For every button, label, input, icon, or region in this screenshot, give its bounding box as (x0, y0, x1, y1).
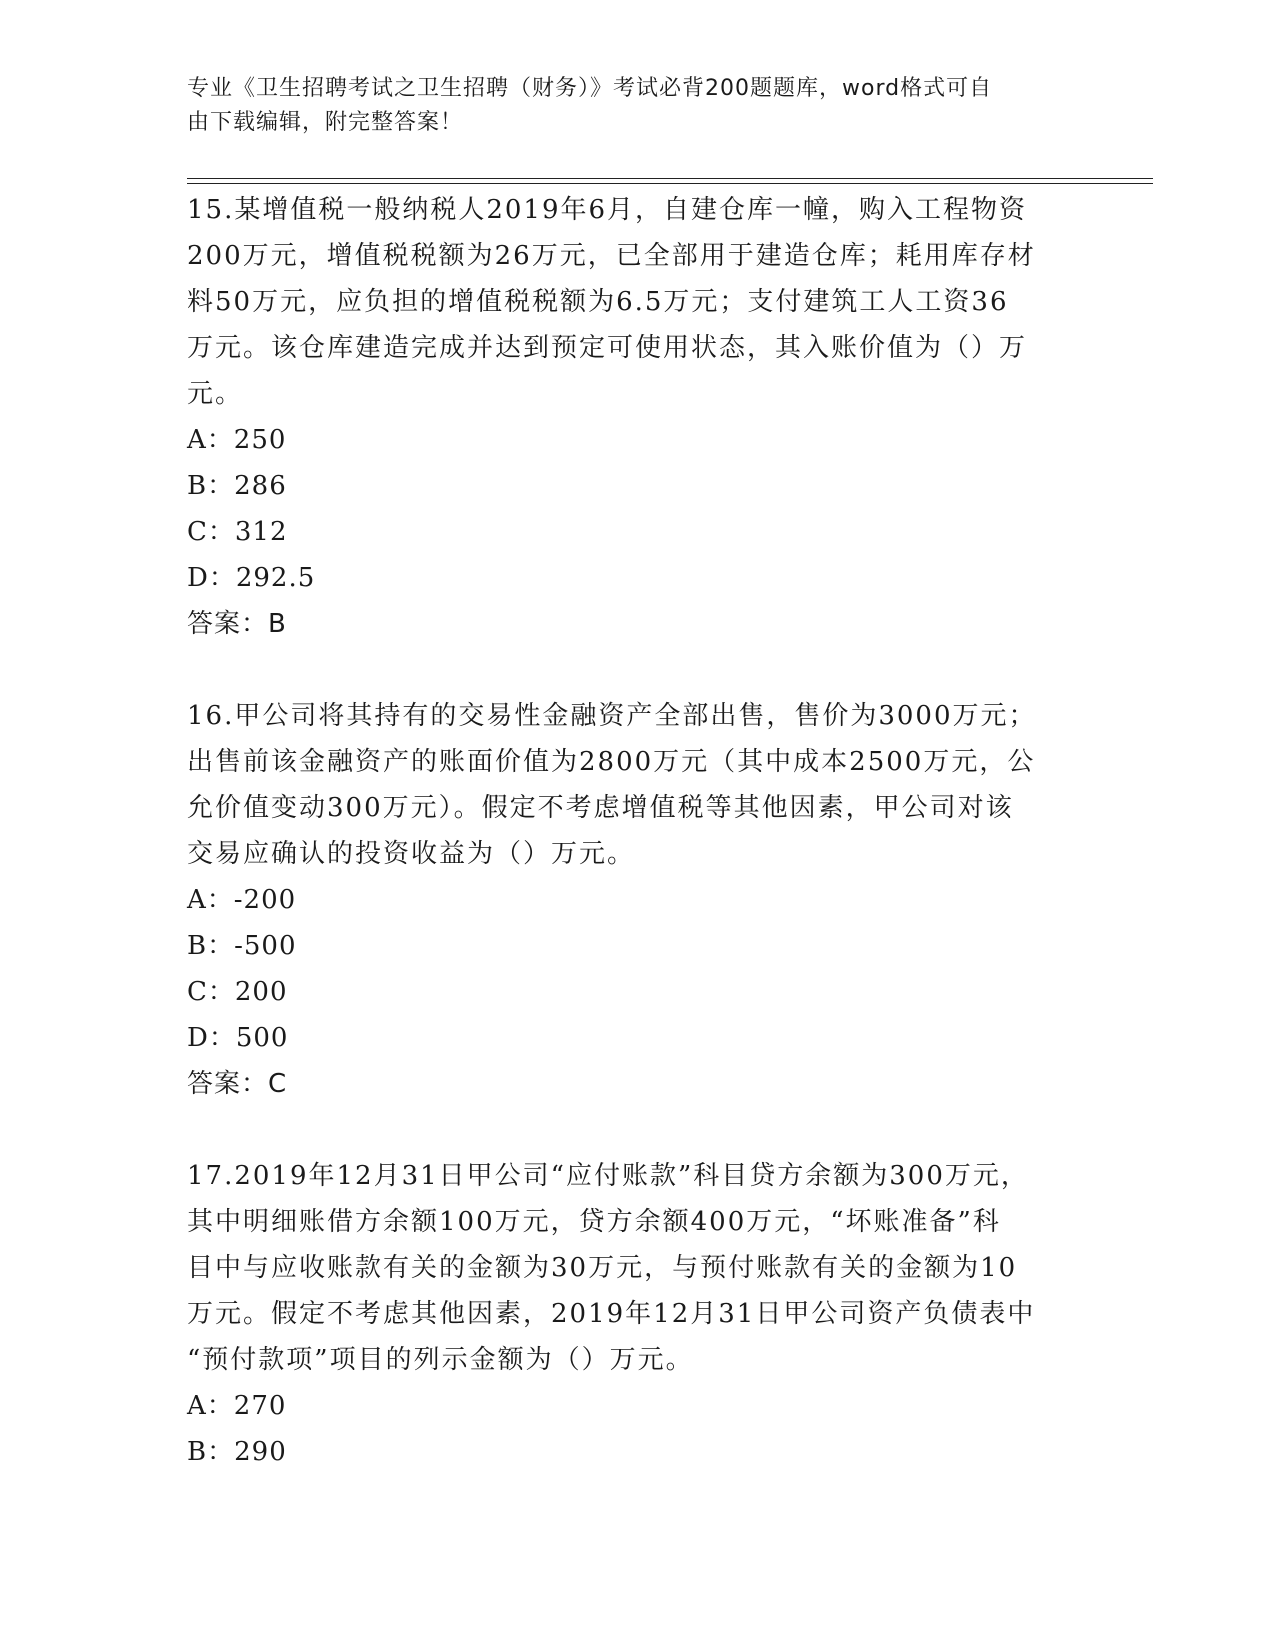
header-line-1: 专业《卫生招聘考试之卫生招聘（财务）》考试必背200题题库，word格式可自 (187, 76, 993, 101)
question-stem-line: 万元。该仓库建造完成并达到预定可使用状态，其入账价值为（）万 (187, 333, 1028, 363)
question-16 (187, 693, 1067, 1107)
option-b: B：286 (187, 471, 287, 501)
option-a: A：250 (187, 425, 287, 455)
option-d: D：500 (187, 1023, 289, 1053)
question-stem-line: 元。 (187, 379, 244, 409)
question-stem-line: 允价值变动300万元）。假定不考虑增值税等其他因素，甲公司对该 (187, 793, 1014, 823)
question-stem-line: 15.某增值税一般纳税人2019年6月，自建仓库一幢，购入工程物资 (187, 195, 1028, 225)
document-header (187, 72, 1067, 140)
option-c: C：312 (187, 517, 288, 547)
header-line-2: 由下载编辑，附完整答案！ (187, 110, 464, 135)
option-b: B：290 (187, 1437, 287, 1467)
question-15 (187, 187, 1067, 647)
answer-line: 答案：C (187, 1069, 288, 1099)
option-a: A：-200 (187, 885, 297, 915)
option-a: A：270 (187, 1391, 287, 1421)
question-list (187, 187, 1067, 1521)
question-stem-line: 其中明细账借方余额100万元，贷方余额400万元，“坏账准备”科 (187, 1207, 1001, 1237)
option-b: B：-500 (187, 931, 297, 961)
option-d: D：292.5 (187, 563, 316, 593)
question-stem-line: 交易应确认的投资收益为（）万元。 (187, 839, 636, 869)
question-17 (187, 1153, 1067, 1475)
question-stem-line: 17.2019年12月31日甲公司“应付账款”科目贷方余额为300万元， (187, 1161, 1029, 1191)
header-divider-top (187, 178, 1153, 179)
question-stem-line: “预付款项”项目的列示金额为（）万元。 (187, 1345, 694, 1375)
question-stem-line: 目中与应收账款有关的金额为30万元，与预付账款有关的金额为10 (187, 1253, 1018, 1283)
answer-line: 答案：B (187, 609, 287, 639)
question-stem-line: 万元。假定不考虑其他因素，2019年12月31日甲公司资产负债表中 (187, 1299, 1036, 1329)
question-stem-line: 出售前该金融资产的账面价值为2800万元（其中成本2500万元，公 (187, 747, 1036, 777)
question-stem-line: 16.甲公司将其持有的交易性金融资产全部出售，售价为3000万元； (187, 701, 1037, 731)
question-stem-line: 200万元，增值税税额为26万元，已全部用于建造仓库；耗用库存材 (187, 241, 1036, 271)
option-c: C：200 (187, 977, 288, 1007)
header-divider-bottom (187, 183, 1153, 184)
question-stem-line: 料50万元，应负担的增值税税额为6.5万元；支付建筑工人工资36 (187, 287, 1009, 317)
